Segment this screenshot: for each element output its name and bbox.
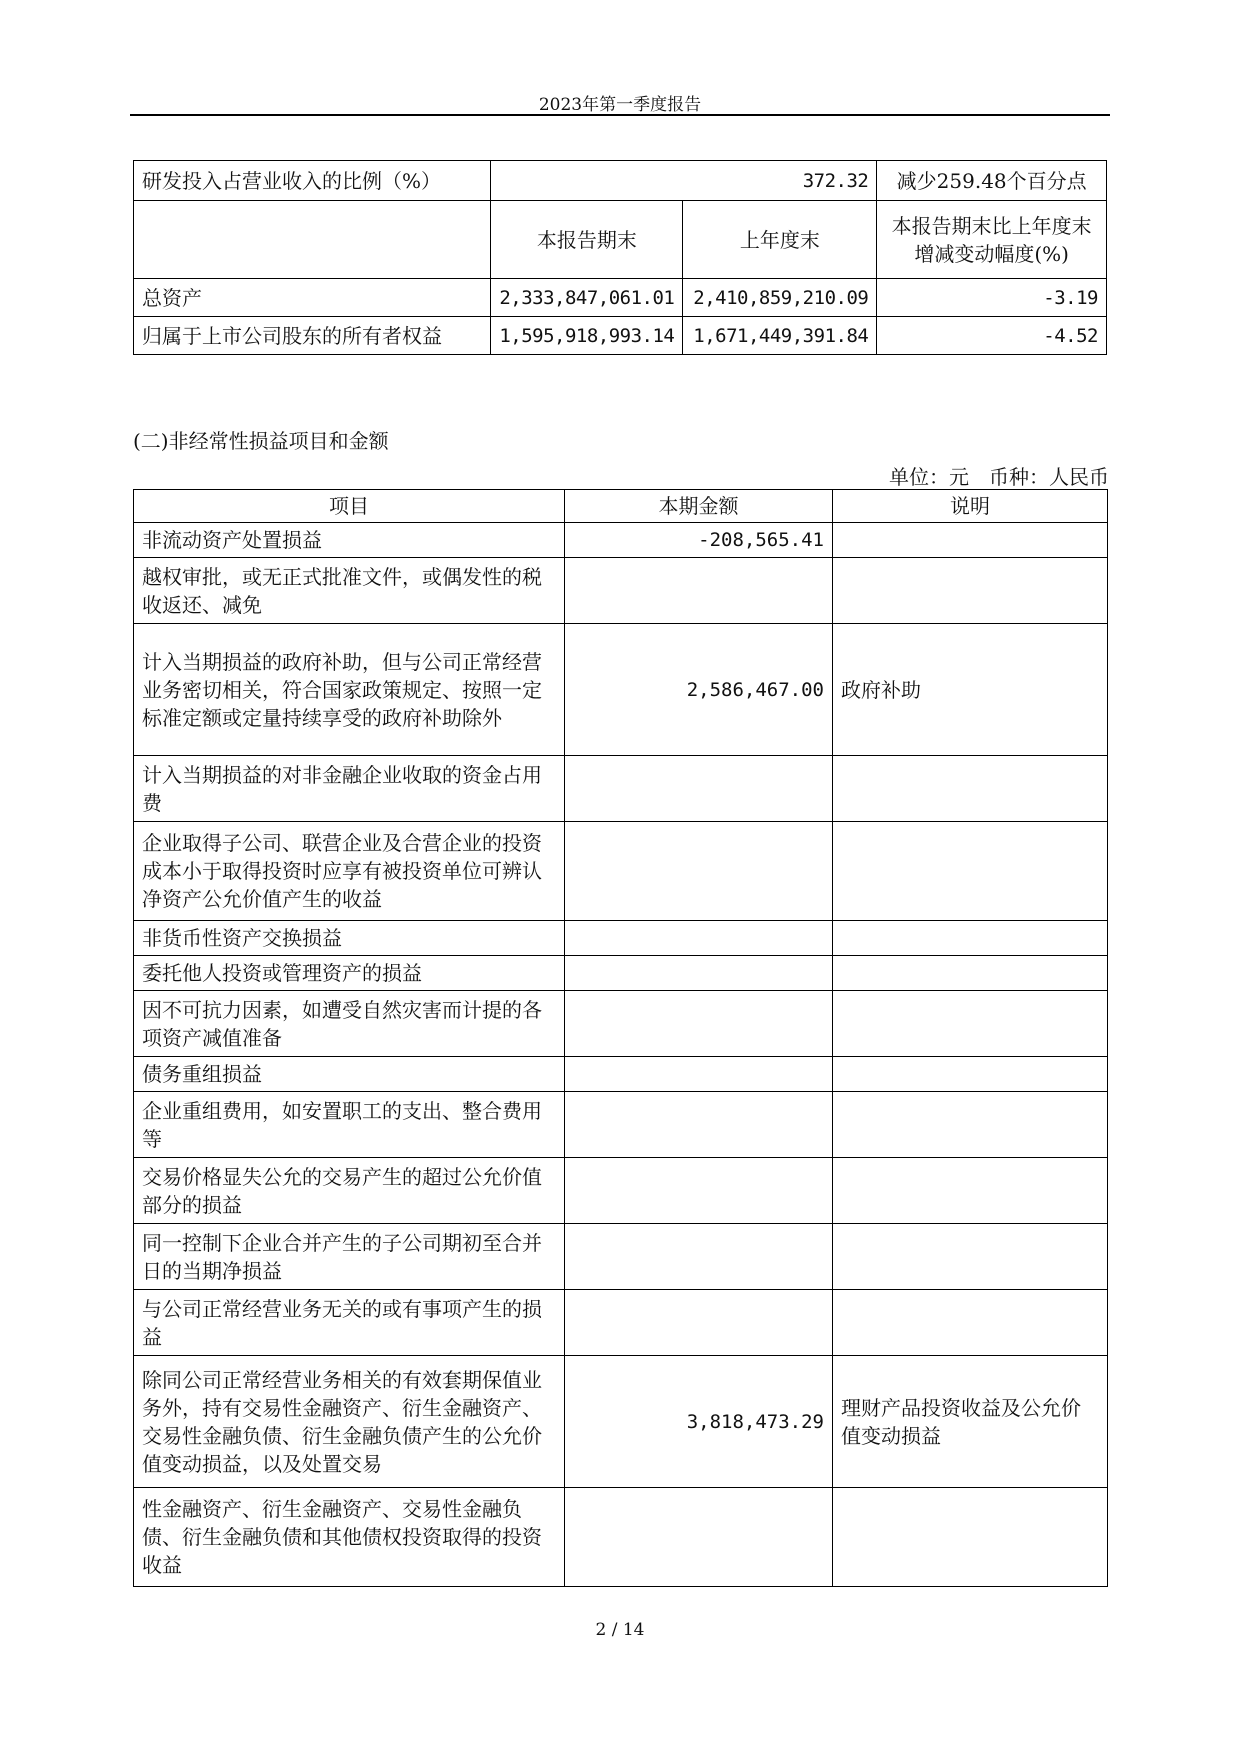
note-cell [833, 1290, 1108, 1356]
page-header-title: 2023年第一季度报告 [538, 95, 702, 115]
amount-cell [565, 1158, 833, 1224]
item-cell: 债务重组损益 [134, 1057, 565, 1092]
table-row [134, 279, 1107, 317]
table-row [134, 1158, 1108, 1224]
table-row [134, 317, 1107, 355]
note-cell [833, 991, 1108, 1057]
amount-cell [565, 1092, 833, 1158]
item-cell: 同一控制下企业合并产生的子公司期初至合并日的当期净损益 [134, 1224, 565, 1290]
row-value-change: -4.52 [877, 317, 1107, 355]
table-row [134, 1092, 1108, 1158]
amount-cell [565, 1224, 833, 1290]
note-cell [833, 921, 1108, 956]
key-financial-table [133, 160, 1107, 355]
table-row [134, 956, 1108, 991]
row-value-change: -3.19 [877, 279, 1107, 317]
row-value-current: 2,333,847,061.01 [491, 279, 683, 317]
item-cell: 企业重组费用，如安置职工的支出、整合费用等 [134, 1092, 565, 1158]
table-row [134, 1057, 1108, 1092]
note-cell: 理财产品投资收益及公允价值变动损益 [833, 1356, 1108, 1488]
header-item: 项目 [134, 490, 565, 523]
table-row [134, 1356, 1108, 1488]
row-label: 总资产 [134, 279, 491, 317]
item-cell: 交易价格显失公允的交易产生的超过公允价值部分的损益 [134, 1158, 565, 1224]
amount-cell [565, 558, 833, 624]
rd-ratio-row [134, 161, 1107, 201]
rd-ratio-change: 减少259.48个百分点 [877, 161, 1107, 201]
table-row [134, 1224, 1108, 1290]
header-amount: 本期金额 [565, 490, 833, 523]
amount-cell [565, 1488, 833, 1587]
note-cell: 政府补助 [833, 624, 1108, 756]
t2-header-row [134, 490, 1108, 523]
col-current-period-end: 本报告期末 [491, 201, 683, 279]
note-cell [833, 756, 1108, 822]
item-cell: 因不可抗力因素，如遭受自然灾害而计提的各项资产减值准备 [134, 991, 565, 1057]
amount-cell: -208,565.41 [565, 523, 833, 558]
amount-cell: 2,586,467.00 [565, 624, 833, 756]
table-row [134, 991, 1108, 1057]
column-header-row [134, 201, 1107, 279]
row-label: 归属于上市公司股东的所有者权益 [134, 317, 491, 355]
item-cell: 企业取得子公司、联营企业及合营企业的投资成本小于取得投资时应享有被投资单位可辨认净资产公允价值产生的收益 [134, 822, 565, 921]
amount-cell: 3,818,473.29 [565, 1356, 833, 1488]
col-prior-year-end: 上年度末 [683, 201, 877, 279]
amount-cell [565, 1057, 833, 1092]
row-value-current: 1,595,918,993.14 [491, 317, 683, 355]
amount-cell [565, 991, 833, 1057]
row-value-prior: 2,410,859,210.09 [683, 279, 877, 317]
header-rule [130, 114, 1110, 116]
item-cell: 非货币性资产交换损益 [134, 921, 565, 956]
item-cell: 计入当期损益的对非金融企业收取的资金占用费 [134, 756, 565, 822]
item-cell: 越权审批，或无正式批准文件，或偶发性的税收返还、减免 [134, 558, 565, 624]
blank-header-cell [134, 201, 491, 279]
table-row [134, 1488, 1108, 1587]
header-note: 说明 [833, 490, 1108, 523]
table-row [134, 558, 1108, 624]
item-cell: 委托他人投资或管理资产的损益 [134, 956, 565, 991]
note-cell [833, 1057, 1108, 1092]
note-cell [833, 1092, 1108, 1158]
table-row [134, 523, 1108, 558]
rd-ratio-value: 372.32 [491, 161, 877, 201]
table-row [134, 756, 1108, 822]
unit-currency-line: 单位：元 币种：人民币 [889, 465, 1109, 489]
note-cell [833, 822, 1108, 921]
section-title: (二)非经常性损益项目和金额 [133, 429, 389, 453]
item-cell: 除同公司正常经营业务相关的有效套期保值业务外，持有交易性金融资产、衍生金融资产、交易性金融负债、衍生金融负债产生的公允价值变动损益，以及处置交易 [134, 1356, 565, 1488]
amount-cell [565, 956, 833, 991]
table-row [134, 822, 1108, 921]
note-cell [833, 1224, 1108, 1290]
item-cell: 与公司正常经营业务无关的或有事项产生的损益 [134, 1290, 565, 1356]
table-row [134, 921, 1108, 956]
row-value-prior: 1,671,449,391.84 [683, 317, 877, 355]
note-cell [833, 558, 1108, 624]
amount-cell [565, 1290, 833, 1356]
note-cell [833, 1488, 1108, 1587]
item-cell: 计入当期损益的政府补助，但与公司正常经营业务密切相关，符合国家政策规定、按照一定标准定额或定量持续享受的政府补助除外 [134, 624, 565, 756]
col-change-pct: 本报告期末比上年度末增减变动幅度(%) [877, 201, 1107, 279]
note-cell [833, 523, 1108, 558]
item-cell: 非流动资产处置损益 [134, 523, 565, 558]
rd-ratio-label: 研发投入占营业收入的比例（%） [134, 161, 491, 201]
non-recurring-items-table [133, 489, 1108, 1587]
table-row [134, 624, 1108, 756]
note-cell [833, 1158, 1108, 1224]
item-cell: 性金融资产、衍生金融资产、交易性金融负债、衍生金融负债和其他债权投资取得的投资收益 [134, 1488, 565, 1587]
amount-cell [565, 921, 833, 956]
page-number: 2 / 14 [595, 1620, 645, 1640]
table-row [134, 1290, 1108, 1356]
amount-cell [565, 822, 833, 921]
note-cell [833, 956, 1108, 991]
amount-cell [565, 756, 833, 822]
